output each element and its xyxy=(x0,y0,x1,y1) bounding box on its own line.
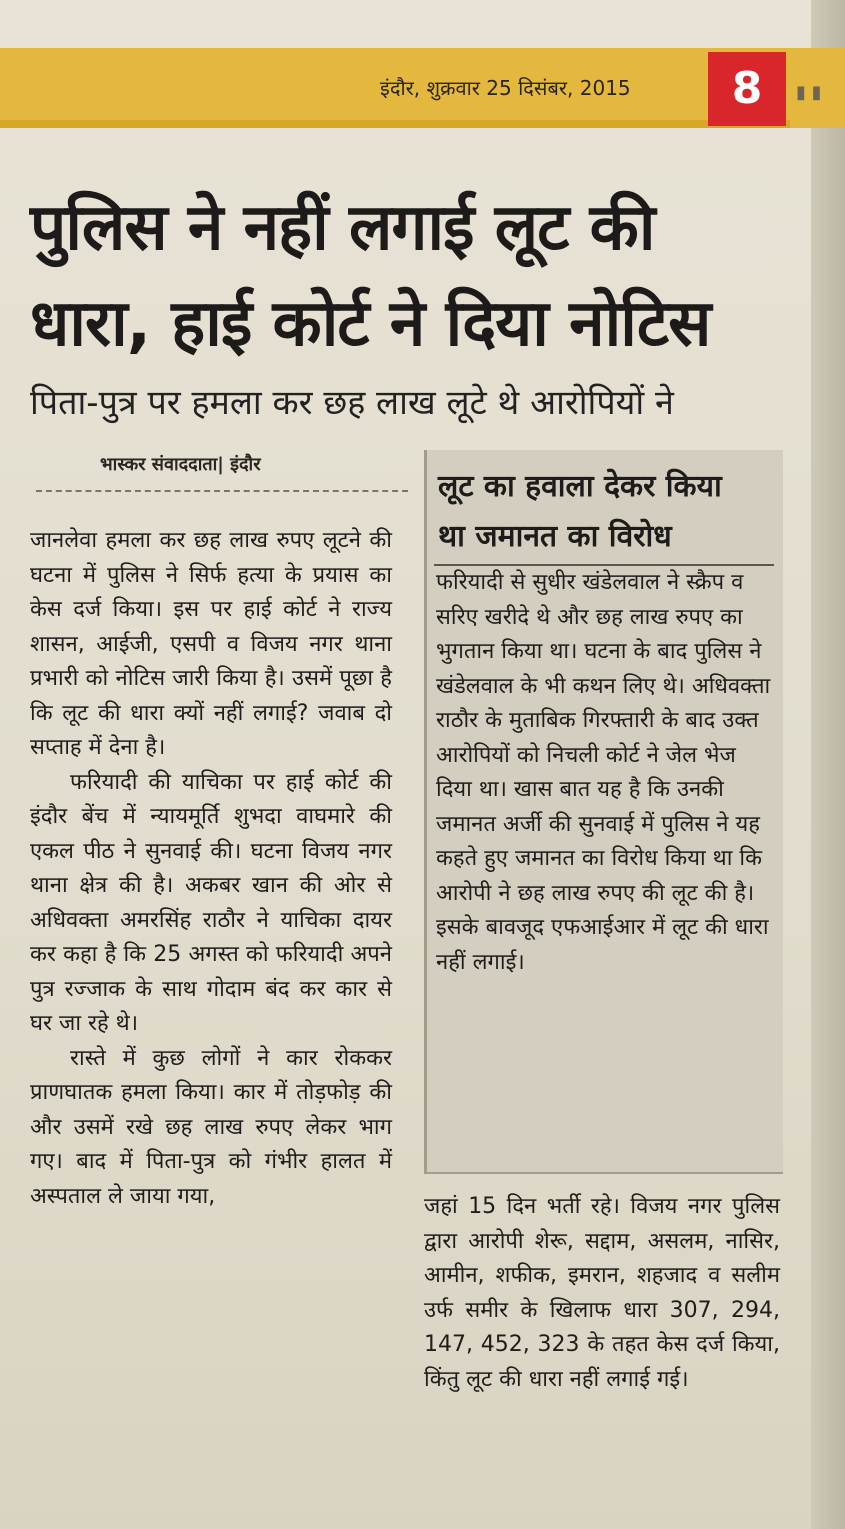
sidebar-body xyxy=(436,566,772,980)
paragraph-1: जानलेवा हमला कर छह लाख रुपए लूटने की घटना में पुलिस ने सिर्फ हत्या के प्रयास का केस दर्ज किया। इस पर हाई कोर्ट ने राज्य शासन, आईजी, एसपी व विजय नगर थाना प्रभारी को नोटिस जारी किया है। उसमें पूछा है कि लूट की धारा क्यों नहीं लगाई? जवाब दो सप्ताह में देना है। xyxy=(30,528,392,760)
paragraph-4: जहां 15 दिन भर्ती रहे। विजय नगर पुलिस द्वारा आरोपी शेरू, सद्दाम, असलम, नासिर, आमीन, शफीक, इमरान, शहजाद व सलीम उर्फ समीर के खिलाफ धारा 307, 294, 147, 452, 323 के तहत केस दर्ज किया, किंतु लूट की धारा नहीं लगाई गई। xyxy=(424,1194,780,1392)
next-page-edge-mark: ▮ ▮ xyxy=(796,82,822,103)
article-column-right xyxy=(424,1190,780,1397)
byline-divider xyxy=(36,490,408,492)
article-column-left xyxy=(30,524,392,1214)
page-edge xyxy=(811,0,845,1529)
sidebar-paragraph: फरियादी से सुधीर खंडेलवाल ने स्क्रैप व सरिए खरीदे थे और छह लाख रुपए का भुगतान किया था। घटना के बाद पुलिस ने खंडेलवाल के भी कथन लिए थे। अधिवक्ता राठौर के मुताबिक गिरफ्तारी के बाद उक्त आरोपियों को निचली कोर्ट ने जेल भेज दिया था। खास बात यह है कि उनकी जमानत अर्जी की सुनवाई में पुलिस ने यह कहते हुए जमानत का विरोध किया था कि आरोपी ने छह लाख रुपए की लूट की है। इसके बावजूद एफआईआर में लूट की धारा नहीं लगाई। xyxy=(436,570,771,975)
dateline: इंदौर, शुक्रवार 25 दिसंबर, 2015 xyxy=(380,76,631,100)
sidebar-heading-line-2: था जमानत का विरोध xyxy=(438,519,672,554)
page-number: 8 xyxy=(708,52,786,126)
paragraph-2: फरियादी की याचिका पर हाई कोर्ट की इंदौर बेंच में न्यायमूर्ति शुभदा वाघमारे की एकल पीठ ने सुनवाई की। घटना विजय नगर थाना क्षेत्र की है। अकबर खान की ओर से अधिवक्ता अमरसिंह राठौर ने याचिका दायर कर कहा है कि 25 अगस्त को फरियादी अपने पुत्र रज्जाक के साथ गोदाम बंद कर कार से घर जा रहे थे। xyxy=(30,769,392,1036)
paragraph-3: रास्ते में कुछ लोगों ने कार रोककर प्राणघातक हमला किया। कार में तोड़फोड़ की और उसमें रखे छह लाख रुपए लेकर भाग गए। बाद में पिता-पुत्र को गंभीर हालत में अस्पताल ले जाया गया, xyxy=(30,1045,392,1209)
byline: भास्कर संवाददाता| इंदौर xyxy=(100,454,261,475)
header-rule xyxy=(0,120,790,128)
subheadline: पिता-पुत्र पर हमला कर छह लाख लूटे थे आरोपियों ने xyxy=(30,383,674,423)
headline xyxy=(30,180,800,372)
sidebar-heading-line-1: लूट का हवाला देकर किया xyxy=(438,469,722,504)
headline-line-1: पुलिस ने नहीं लगाई लूट की xyxy=(30,191,655,265)
headline-line-2: धारा, हाई कोर्ट ने दिया नोटिस xyxy=(30,287,711,361)
sidebar-heading xyxy=(438,462,778,562)
